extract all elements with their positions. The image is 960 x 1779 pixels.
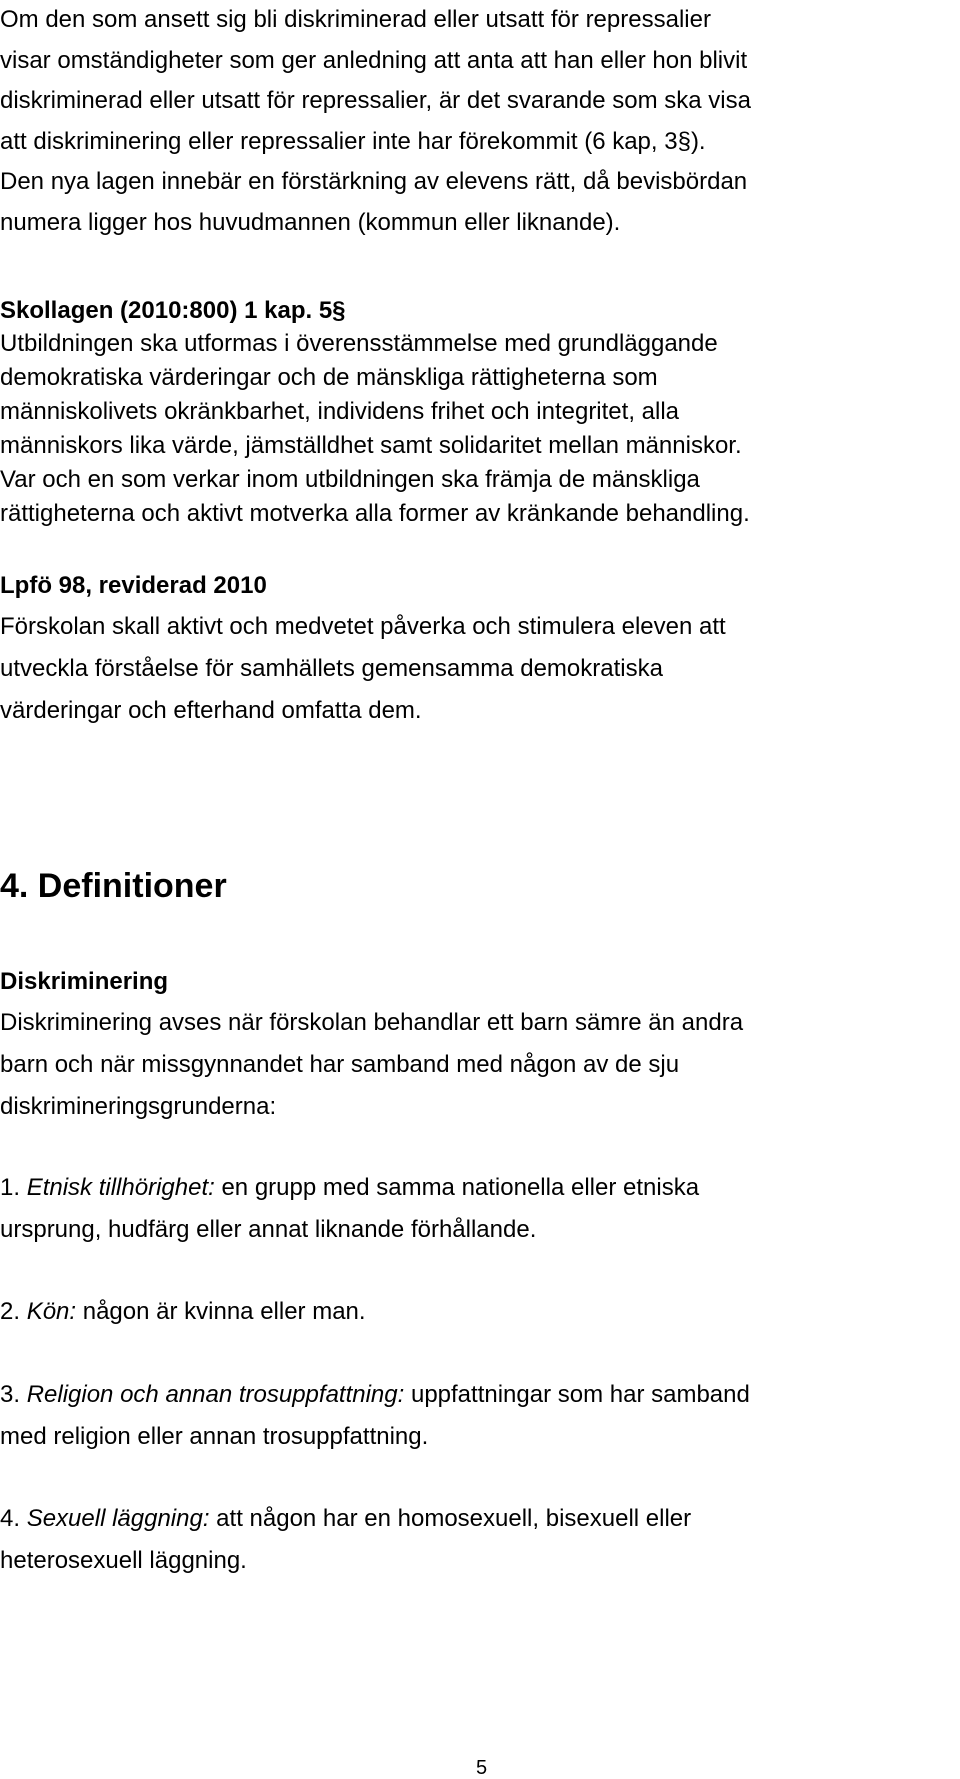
page-number: 5 [476,1757,488,1779]
text-line: Om den som ansett sig bli diskriminerad eller utsatt för repressalier [0,6,711,33]
diskriminering-heading: Diskriminering [0,968,169,995]
lpfo-paragraph [0,606,726,732]
text-line: numera ligger hos huvudmannen (kommun eller liknande). [0,208,621,236]
skollagen-paragraph [0,327,750,531]
item-text-continued: med religion eller annan trosuppfattning. [0,1423,429,1450]
item-text-continued: heterosexuell läggning. [0,1547,247,1574]
item-text-continued: ursprung, hudfärg eller annat liknande förhållande. [0,1216,537,1243]
item-text: att någon har en homosexuell, bisexuell eller [216,1505,692,1532]
text-line: Den nya lagen innebär en förstärkning av elevens rätt, då bevisbördan [0,168,748,195]
item-term: Kön: [26,1298,77,1325]
definition-item-etnisk [0,1167,699,1251]
item-number: 1. [0,1174,21,1201]
text-line: diskriminerad eller utsatt för repressalier, är det svarande som ska visa [0,87,751,114]
item-term: Sexuell läggning: [26,1505,210,1532]
text-line: demokratiska värderingar och de mänskliga rättigheterna som [0,364,658,391]
text-line: människolivets okränkbarhet, individens frihet och integritet, alla [0,398,680,425]
text-line: Diskriminering avses när förskolan behandlar ett barn sämre än andra [0,1009,744,1036]
item-term: Etnisk tillhörighet: [26,1174,215,1201]
item-number: 4. [0,1505,21,1532]
text-line: rättigheterna och aktivt motverka alla former av kränkande behandling. [0,500,750,527]
text-line: visar omständigheter som ger anledning att anta att han eller hon blivit [0,46,748,74]
text-line: människors lika värde, jämställdhet samt solidaritet mellan människor. [0,432,742,459]
diskriminering-paragraph [0,1002,743,1128]
section-title-definitioner: 4. Definitioner [0,867,227,905]
item-text: en grupp med samma nationella eller etniska [221,1174,700,1201]
text-line: utveckla förståelse för samhällets gemensamma demokratiska [0,655,663,682]
text-line: barn och när missgynnandet har samband med någon av de sju [0,1051,680,1078]
lpfo-heading: Lpfö 98, reviderad 2010 [0,572,267,599]
text-line: värderingar och efterhand omfatta dem. [0,697,422,724]
text-line: Förskolan skall aktivt och medvetet påverka och stimulera eleven att [0,613,726,640]
text-line: att diskriminering eller repressalier inte har förekommit (6 kap, 3§). [0,127,706,155]
text-line: diskrimineringsgrunderna: [0,1093,277,1120]
item-text: uppfattningar som har samband [410,1381,750,1408]
item-number: 3. [0,1381,21,1408]
definition-item-kon [0,1291,366,1333]
definition-item-sexuell [0,1498,691,1582]
text-line: Var och en som verkar inom utbildningen ska främja de mänskliga [0,466,700,493]
text-line: Utbildningen ska utformas i överensstämmelse med grundläggande [0,330,718,357]
skollagen-heading: Skollagen (2010:800) 1 kap. 5§ [0,297,346,324]
item-text: någon är kvinna eller man. [82,1298,366,1325]
item-number: 2. [0,1298,21,1325]
intro-paragraph [0,0,751,243]
definition-item-religion [0,1374,750,1458]
item-term: Religion och annan trosuppfattning: [26,1381,405,1408]
